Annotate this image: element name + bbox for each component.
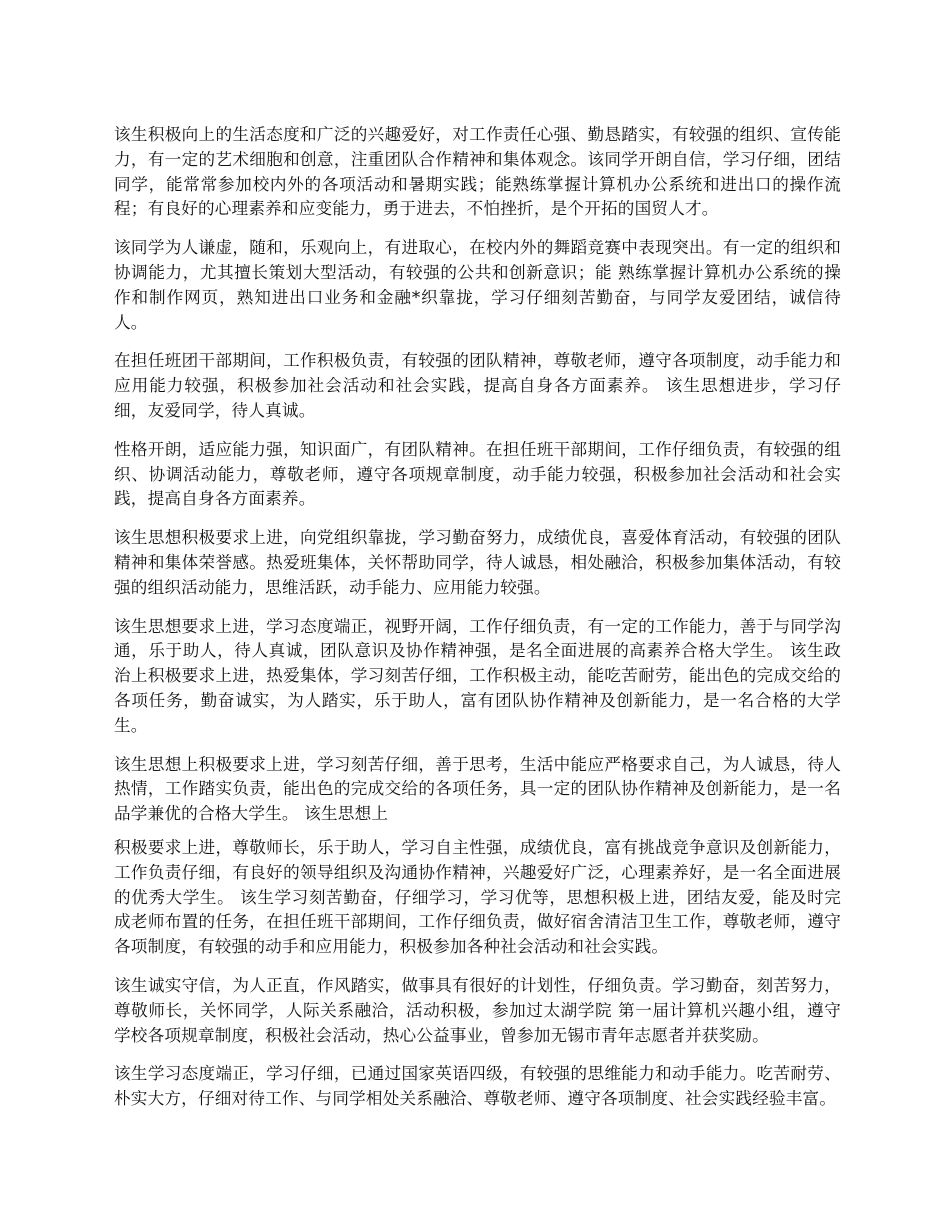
paragraph-9: 该生诚实守信，为人正直，作风踏实，做事具有很好的计划性，仔细负责。学习勤奋，刻苦努力，尊敬师长，关怀同学，人际关系融洽，活动积极，参加过太湖学院 第一届计算机兴趣小组，遵守学校各项规章制度，积极社会活动，热心公益事业，曾参加无锡市青年志愿者并获奖励。 bbox=[114, 975, 841, 1045]
paragraph-2: 该同学为人谦虚，随和，乐观向上，有进取心，在校内外的舞蹈竞赛中表现突出。有一定的组织和协调能力，尤其擅长策划大型活动，有较强的公共和创新意识；能 熟练掌握计算机办公系统的操作和制作网页，熟知进出口业务和金融*织靠拢，学习仔细刻苦勤奋，与同学友爱团结，诚信待人。 bbox=[114, 238, 841, 332]
paragraph-1: 该生积极向上的生活态度和广泛的兴趣爱好，对工作责任心强、勤恳踏实，有较强的组织、宣传能力，有一定的艺术细胞和创意，注重团队合作精神和集体观念。该同学开朗自信，学习仔细，团结同学，能常常参加校内外的各项活动和暑期实践；能熟练掌握计算机办公系统和进出口的操作流程；有良好的心理素养和应变能力，勇于进去，不怕挫折，是个开拓的国贸人才。 bbox=[114, 125, 841, 219]
paragraph-4: 性格开朗，适应能力强，知识面广，有团队精神。在担任班干部期间，工作仔细负责，有较强的组织、协调活动能力，尊敬老师，遵守各项规章制度，动手能力较强，积极参加社会活动和社会实践，提高自身各方面素养。 bbox=[114, 439, 841, 509]
paragraph-3: 在担任班团干部期间，工作积极负责，有较强的团队精神，尊敬老师，遵守各项制度，动手能力和应用能力较强，积极参加社会活动和社会实践，提高自身各方面素养。 该生思想进步，学习仔细，友爱同学，待人真诚。 bbox=[114, 351, 841, 420]
paragraph-10: 该生学习态度端正，学习仔细，已通过国家英语四级，有较强的思维能力和动手能力。吃苦耐劳、朴实大方，仔细对待工作、与同学相处关系融洽、尊敬老师、遵守各项制度、社会实践经验丰富。 bbox=[114, 1064, 841, 1109]
paragraph-8: 积极要求上进，尊敬师长，乐于助人，学习自主性强，成绩优良，富有挑战竞争意识及创新能力，工作负责仔细，有良好的领导组织及沟通协作精神，兴趣爱好广泛，心理素养好，是一名全面进展的优秀大学生。 该生学习刻苦勤奋，仔细学习，学习优等，思想积极上进，团结友爱，能及时完成老师布置的任务，在担任班干部期间，工作仔细负责，做好宿舍清洁卫生工作，尊敬老师，遵守各项制度，有较强的动手和应用能力，积极参加各种社会活动和社会实践。 bbox=[114, 837, 841, 957]
paragraph-5: 该生思想积极要求上进，向党组织靠拢，学习勤奋努力，成绩优良，喜爱体育活动，有较强的团队精神和集体荣誉感。热爱班集体，关怀帮助同学，待人诚恳，相处融洽，积极参加集体活动，有较强的组织活动能力，思维活跃，动手能力、应用能力较强。 bbox=[114, 528, 841, 597]
paragraph-6: 该生思想要求上进，学习态度端正，视野开阔，工作仔细负责，有一定的工作能力，善于与同学沟通，乐于助人，待人真诚，团队意识及协作精神强，是名全面进展的高素养合格大学生。 该生政治上积极要求上进，热爱集体，学习刻苦仔细，工作积极主动，能吃苦耐劳，能出色的完成交给的各项任务，勤奋诚实，为人踏实，乐于助人，富有团队协作精神及创新能力，是一名合格的大学生。 bbox=[114, 616, 841, 735]
paragraph-7: 该生思想上积极要求上进，学习刻苦仔细，善于思考，生活中能应严格要求自己，为人诚恳，待人热情，工作踏实负责，能出色的完成交给的各项任务，具一定的团队协作精神及创新能力，是一名品学兼优的合格大学生。 该生思想上 bbox=[114, 754, 841, 824]
